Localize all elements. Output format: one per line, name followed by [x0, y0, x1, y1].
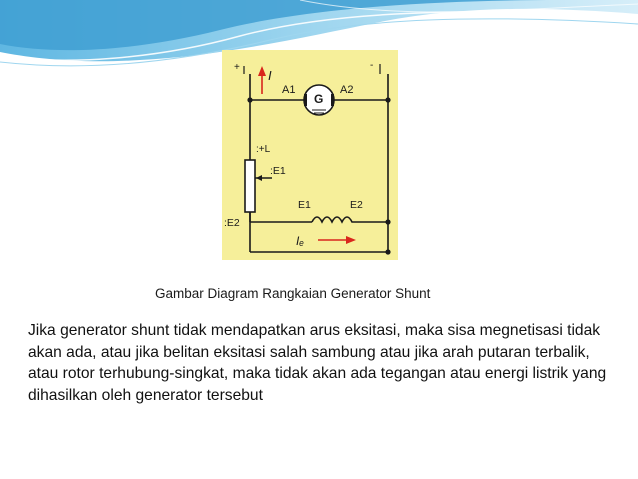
current-i-arrow — [258, 66, 266, 94]
generator-symbol: G — [314, 92, 324, 106]
label-plus-l: :+L — [256, 144, 271, 155]
label-a2: A2 — [340, 84, 354, 96]
junction-dots — [247, 97, 390, 254]
label-e1: E1 — [298, 199, 311, 211]
rheostat-icon — [245, 160, 272, 212]
circuit-svg — [222, 50, 398, 260]
body-paragraph: Jika generator shunt tidak mendapatkan arus eksitasi, maka sisa megnetisasi tidak akan ada, atau jika belitan eksitasi salah sambung atau jika arah putaran terbalik, atau rotor terhubung-singkat, maka tidak akan ada tegangan atau energi listrik yang dihasilkan oleh generator tersebut — [28, 322, 607, 404]
terminal-plus-label: + — [234, 62, 240, 73]
figure-caption: Gambar Diagram Rangkaian Generator Shunt — [155, 286, 431, 301]
field-coil — [312, 217, 358, 222]
label-a1: A1 — [282, 84, 296, 96]
shunt-generator-diagram — [222, 50, 398, 260]
current-ie-arrow — [318, 236, 356, 244]
label-e2: E2 — [350, 199, 363, 211]
current-ie-label: Iₑ — [296, 234, 304, 248]
terminal-minus-label: - — [370, 60, 374, 71]
current-i-label: I — [268, 68, 272, 83]
label-e2-left: :E2 — [224, 217, 240, 229]
label-e1-rheostat: :E1 — [270, 165, 286, 177]
